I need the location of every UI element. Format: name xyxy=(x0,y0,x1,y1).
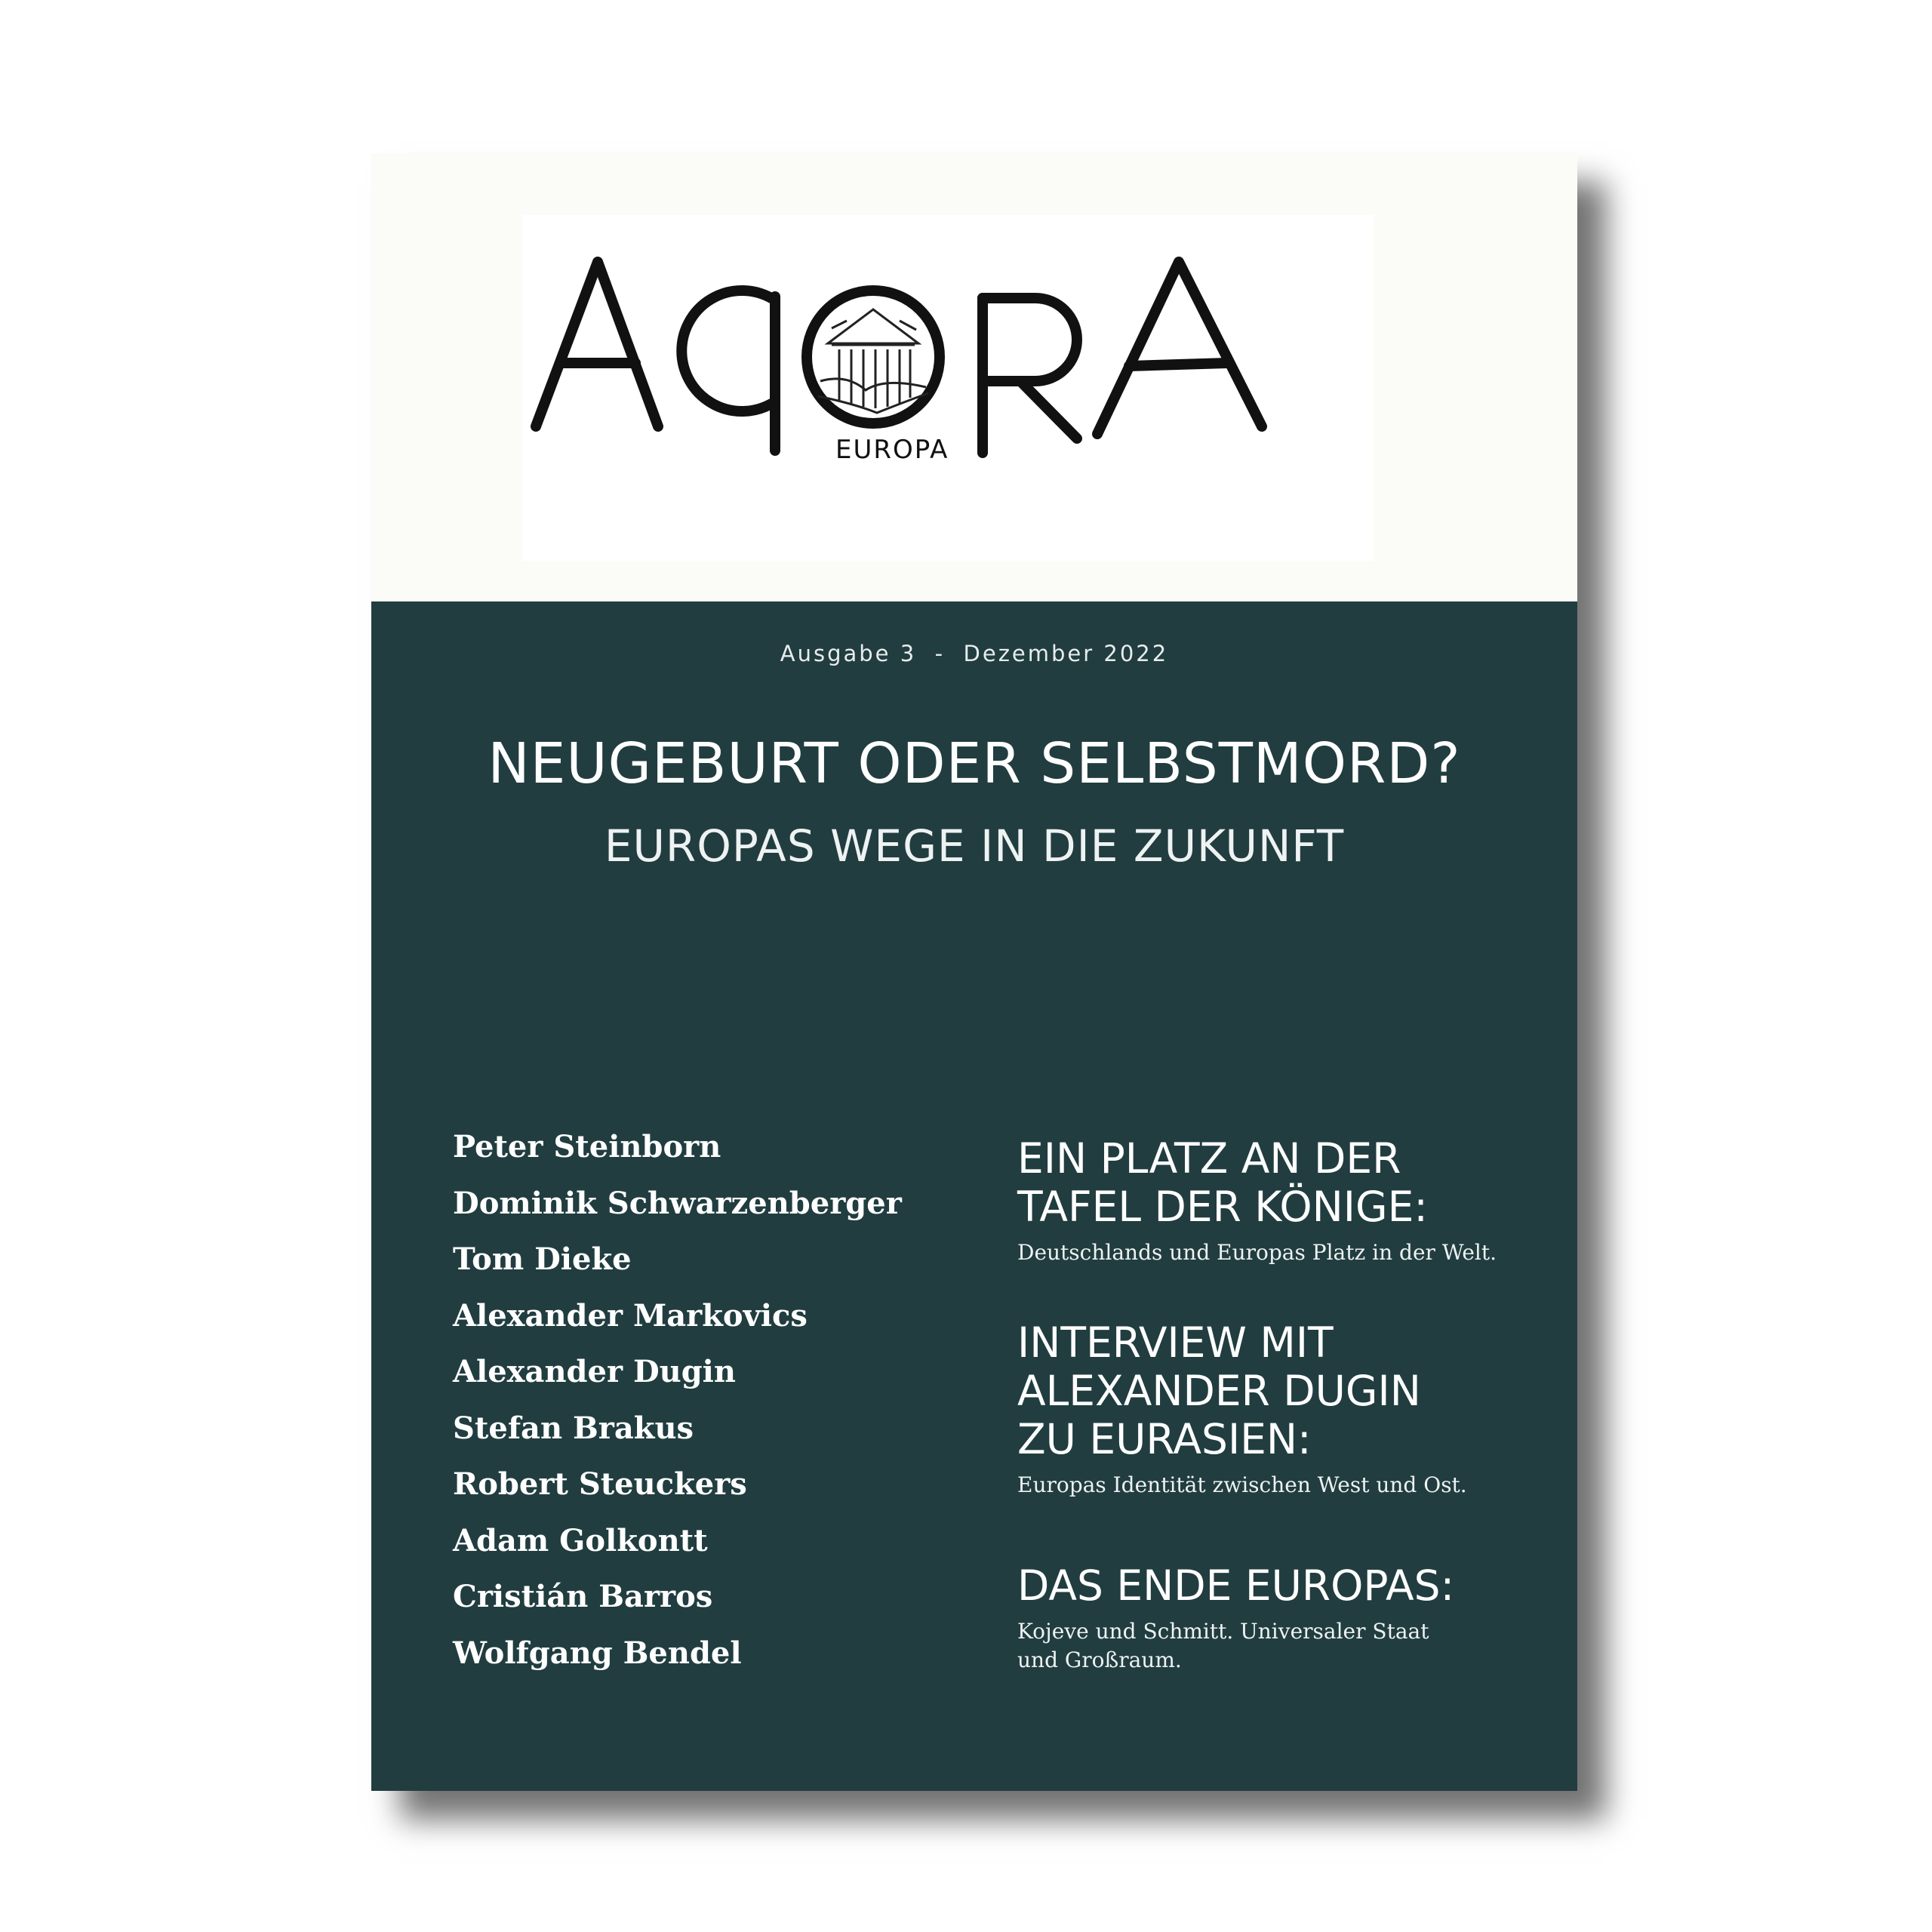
article-teaser xyxy=(1017,1134,1497,1267)
author-name: Wolfgang Bendel xyxy=(453,1635,742,1671)
logo-letter-a2-bar xyxy=(1129,363,1227,366)
agora-logo xyxy=(522,215,1374,561)
article-description: Kojeve und Schmitt. Universaler Staat und Großraum. xyxy=(1017,1619,1429,1672)
logo-letter-r-leg xyxy=(1020,381,1077,438)
masthead xyxy=(371,153,1577,601)
cover-panel xyxy=(371,601,1577,1791)
logo-letter-a2 xyxy=(1097,262,1262,434)
article-title: INTERVIEW MIT ALEXANDER DUGIN ZU EURASIEN: xyxy=(1017,1318,1421,1463)
author-name: Peter Steinborn xyxy=(453,1129,721,1164)
article-title: EIN PLATZ AN DER TAFEL DER KÖNIGE: xyxy=(1017,1134,1428,1231)
article-description: Deutschlands und Europas Platz in der Welt. xyxy=(1017,1240,1497,1265)
author-list xyxy=(453,1119,936,1681)
logo-letter-a1 xyxy=(536,262,658,426)
author-name: Alexander Dugin xyxy=(453,1354,736,1389)
article-description: Europas Identität zwischen West und Ost. xyxy=(1017,1472,1467,1497)
cover-title: NEUGEBURT ODER SELBSTMORD? xyxy=(488,731,1461,796)
magazine-cover xyxy=(371,153,1577,1791)
logo-letter-r-bowl xyxy=(983,298,1077,381)
author-name: Alexander Markovics xyxy=(453,1297,808,1334)
cover-subtitle: EUROPAS WEGE IN DIE ZUKUNFT xyxy=(604,820,1345,872)
article-teaser xyxy=(1017,1561,1454,1675)
logo-letter-g xyxy=(681,291,771,411)
author-name: Stefan Brakus xyxy=(453,1410,694,1446)
logo-subword: EUROPA xyxy=(835,435,949,465)
author-name: Tom Dieke xyxy=(453,1241,632,1277)
author-name: Robert Steuckers xyxy=(453,1466,747,1502)
article-teaser xyxy=(1017,1318,1467,1500)
author-name: Cristián Barros xyxy=(453,1579,713,1614)
issue-label: Ausgabe 3 - Dezember 2022 xyxy=(780,641,1169,666)
logo-box xyxy=(522,215,1374,561)
article-title: DAS ENDE EUROPAS: xyxy=(1017,1561,1455,1610)
author-name: Adam Golkontt xyxy=(453,1522,708,1558)
author-name: Dominik Schwarzenberger xyxy=(453,1185,902,1221)
